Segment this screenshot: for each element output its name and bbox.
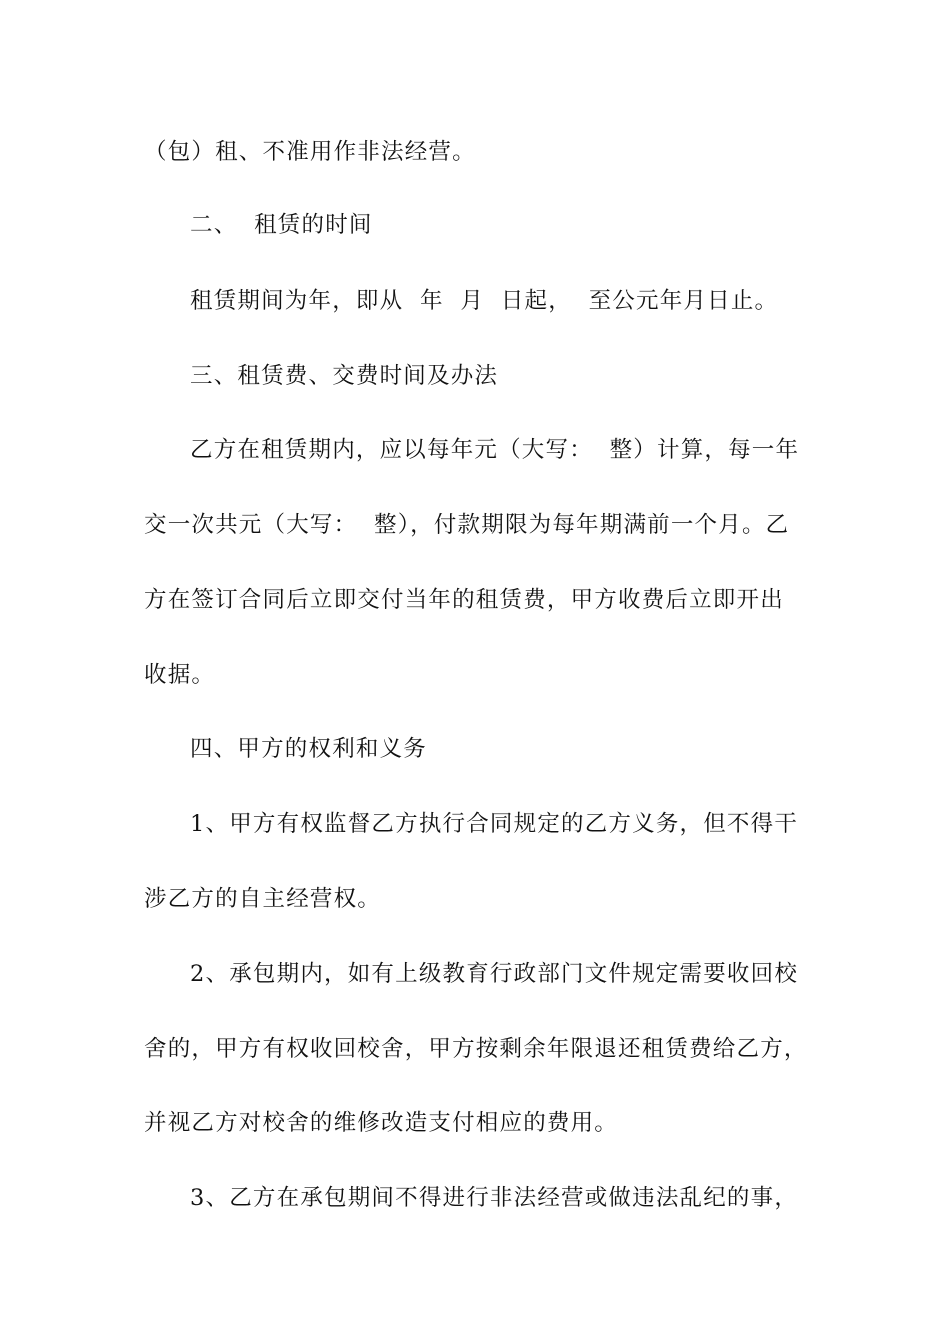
paragraph-line: 乙方在租赁期内，应以每年元（大写： 整）计算，每一年 — [190, 437, 800, 463]
section-heading-rental-fee: 三、租赁费、交费时间及办法 — [190, 363, 499, 389]
section-heading-party-a-rights: 四、甲方的权利和义务 — [190, 736, 428, 762]
paragraph-line: 租赁期间为年，即从 年 月 日起， 至公元年月日止。 — [190, 288, 779, 314]
section-heading-rental-period: 二、 租赁的时间 — [190, 212, 373, 238]
paragraph-line: 方在签订合同后立即交付当年的租赁费，甲方收费后立即开出 — [144, 587, 784, 613]
paragraph-line: 舍的，甲方有权收回校舍，甲方按剩余年限退还租赁费给乙方， — [144, 1036, 808, 1062]
paragraph-line: 涉乙方的自主经营权。 — [144, 886, 382, 912]
paragraph-line: 交一次共元（大写： 整），付款期限为每年期满前一个月。乙 — [144, 512, 790, 538]
paragraph-line: 3、乙方在承包期间不得进行非法经营或做违法乱纪的事， — [190, 1185, 799, 1211]
paragraph-line: （包）租、不准用作非法经营。 — [144, 139, 476, 165]
paragraph-line: 并视乙方对校舍的维修改造支付相应的费用。 — [144, 1110, 619, 1136]
paragraph-line: 2、承包期内，如有上级教育行政部门文件规定需要收回校 — [190, 961, 799, 987]
paragraph-line: 收据。 — [144, 662, 216, 688]
paragraph-line: 1、甲方有权监督乙方执行合同规定的乙方义务，但不得干 — [190, 811, 799, 837]
